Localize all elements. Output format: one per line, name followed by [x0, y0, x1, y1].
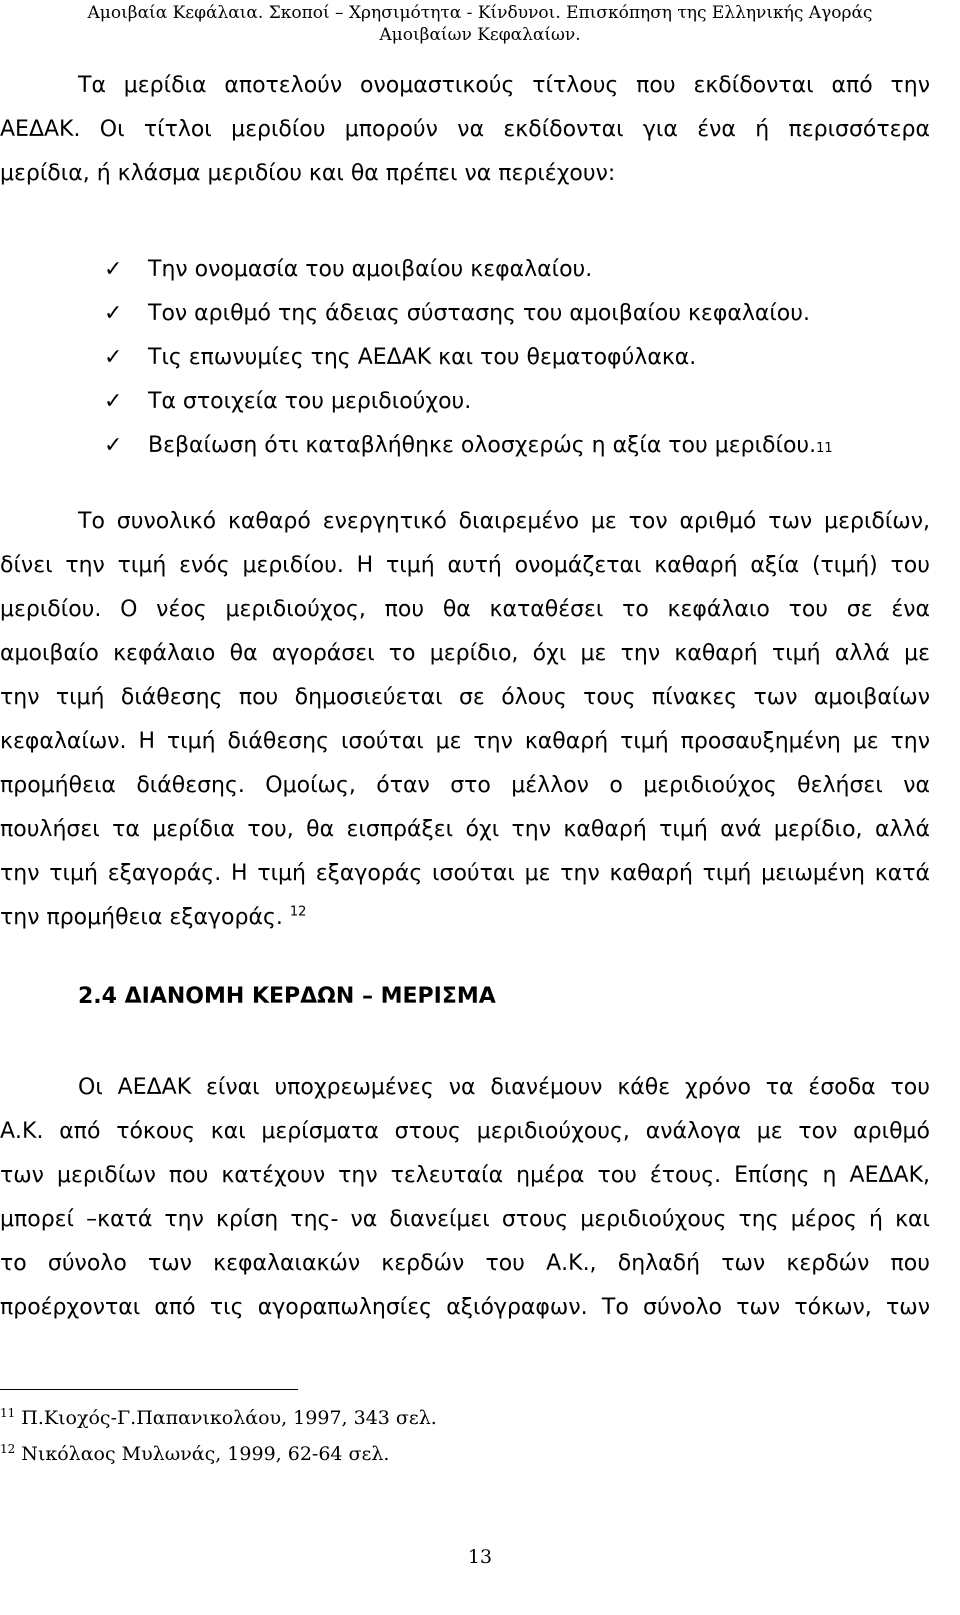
price-paragraph — [0, 500, 930, 940]
intro-line: μερίδια, ή κλάσμα μεριδίου και θα πρέπει να περιέχουν: — [0, 161, 616, 186]
header-line-1: Αμοιβαία Κεφάλαια. Σκοποί – Χρησιμότητα - Κίνδυνοι. Επισκόπηση της Ελληνικής Αγοράς — [87, 3, 873, 23]
checklist-item: ✓ Τα στοιχεία του μεριδιούχου. — [104, 380, 833, 424]
price-line-last: την προμήθεια εξαγοράς. $^{12}$ — [0, 904, 307, 930]
checklist-item: ✓ Βεβαίωση ότι καταβλήθηκε ολοσχερώς η αξία του μεριδίου. 11 — [104, 424, 833, 468]
section-heading: 2.4 ΔΙΑΝΟΜΗ ΚΕΡΔΩΝ – ΜΕΡΙΣΜΑ — [78, 984, 496, 1009]
price-line: την τιμή διάθεσης που δημοσιεύεται σε όλους τους πίνακες των αμοιβαίων — [0, 685, 930, 710]
dividend-line: το σύνολο των κεφαλαιακών κερδών του Α.Κ., δηλαδή των κερδών που — [0, 1251, 930, 1276]
footnote-12: $^{12}$ Νικόλαος Μυλωνάς, 1999, 62-64 σελ. — [0, 1441, 390, 1465]
contents-checklist — [104, 248, 833, 468]
header-line-2: Αμοιβαίων Κεφαλαίων. — [379, 25, 581, 45]
dividend-line: των μεριδίων που κατέχουν την τελευταία ημέρα του έτους. Επίσης η ΑΕΔΑΚ, — [0, 1163, 930, 1188]
checklist-item: ✓ Την ονομασία του αμοιβαίου κεφαλαίου. — [104, 248, 833, 292]
price-line: την τιμή εξαγοράς. Η τιμή εξαγοράς ισούται με την καθαρή τιμή μειωμένη κατά — [0, 861, 930, 886]
intro-line: Τα μερίδια αποτελούν ονομαστικούς τίτλους που εκδίδονται από την — [78, 73, 930, 98]
price-line: πουλήσει τα μερίδια του, θα εισπράξει όχι την καθαρή τιμή ανά μερίδιο, αλλά — [0, 817, 930, 842]
dividend-line: προέρχονται από τις αγοραπωλησίες αξιόγραφων. Το σύνολο των τόκων, των — [0, 1295, 930, 1320]
price-line: αμοιβαίο κεφάλαιο θα αγοράσει το μερίδιο, όχι με την καθαρή τιμή αλλά με — [0, 641, 930, 666]
dividend-line: μπορεί –κατά την κρίση της- να διανείμει στους μεριδιούχους της μέρος ή και — [0, 1207, 930, 1232]
running-header — [0, 2, 960, 46]
price-line: δίνει την τιμή ενός μεριδίου. Η τιμή αυτή ονομάζεται καθαρή αξία (τιμή) του — [0, 553, 930, 578]
footnote-ref-12[interactable]: 12 — [289, 904, 307, 920]
checklist-item: ✓ Τις επωνυμίες της ΑΕΔΑΚ και του θεματοφύλακα. — [104, 336, 833, 380]
dividend-line: Οι ΑΕΔΑΚ είναι υποχρεωμένες να διανέμουν κάθε χρόνο τα έσοδα του — [78, 1075, 930, 1100]
checklist-item: ✓ Τον αριθμό της άδειας σύστασης του αμοιβαίου κεφαλαίου. — [104, 292, 833, 336]
page-number: 13 — [467, 1546, 493, 1568]
price-line: μεριδίου. Ο νέος μεριδιούχος, που θα καταθέσει το κεφάλαιο του σε ένα — [0, 597, 930, 622]
price-line: προμήθεια διάθεσης. Ομοίως, όταν στο μέλλον ο μεριδιούχος θελήσει να — [0, 773, 930, 798]
checkmark-icon: ✓ — [104, 301, 123, 326]
footnotes — [0, 1400, 437, 1472]
price-line: κεφαλαίων. Η τιμή διάθεσης ισούται με την καθαρή τιμή προσαυξημένη με την — [0, 729, 930, 754]
dividend-paragraph — [0, 1066, 930, 1330]
price-line: Το συνολικό καθαρό ενεργητικό διαιρεμένο με τον αριθμό των μεριδίων, — [78, 509, 930, 534]
dividend-line: Α.Κ. από τόκους και μερίσματα στους μεριδιούχους, ανάλογα με τον αριθμό — [0, 1119, 930, 1144]
checkmark-icon: ✓ — [104, 389, 123, 414]
checkmark-icon: ✓ — [104, 345, 123, 370]
footnote-11: $^{11}$ Π.Κιοχός-Γ.Παπανικολάου, 1997, 343 σελ. — [0, 1405, 437, 1429]
footnote-separator — [0, 1389, 298, 1390]
checkmark-icon: ✓ — [104, 257, 123, 282]
intro-paragraph — [0, 64, 930, 196]
checkmark-icon: ✓ — [104, 433, 123, 458]
intro-line: ΑΕΔΑΚ. Οι τίτλοι μεριδίου μπορούν να εκδίδονται για ένα ή περισσότερα — [0, 117, 930, 142]
